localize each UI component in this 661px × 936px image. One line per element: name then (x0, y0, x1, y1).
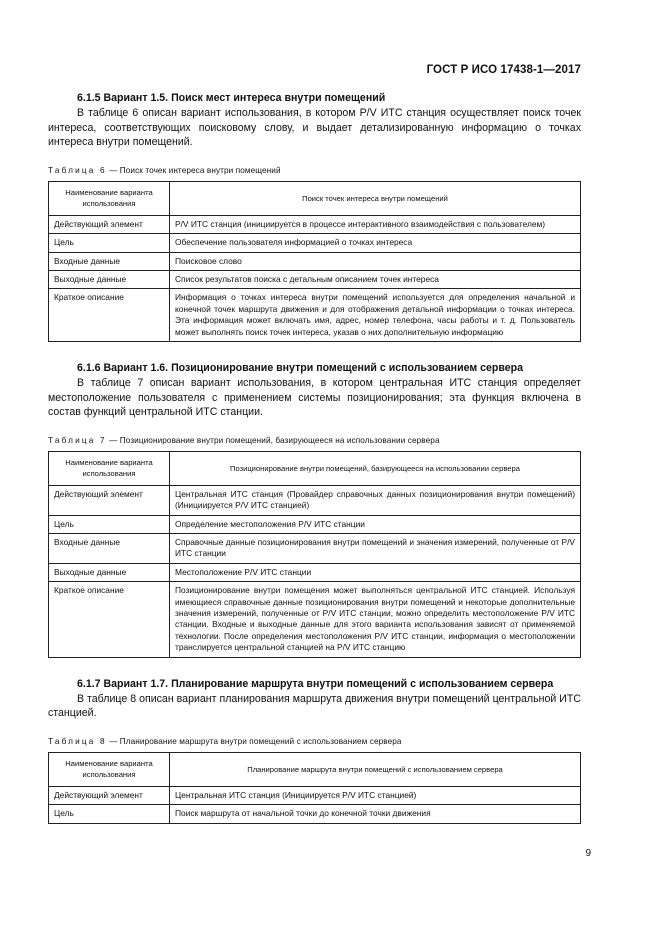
section-6-1-6 (48, 362, 581, 658)
table-row (49, 289, 581, 342)
row-label: Входные данные (49, 534, 170, 564)
table-caption (48, 166, 581, 175)
row-label: Действующий элемент (49, 786, 170, 804)
row-label: Выходные данные (49, 271, 170, 289)
table-header-row (49, 451, 581, 485)
section-heading: 6.1.6 Вариант 1.6. Позиционирование внутри помещений с использованием сервера (77, 362, 524, 375)
table-caption-text: — Планирование маршрута внутри помещений с использованием сервера (106, 736, 402, 746)
section-paragraph: В таблице 6 описан вариант использования, в котором Р/V ИТС станция осуществляет поиск точек интереса, соответствующих поисковому слову, и выдает детализированную информацию о точках интереса внутри помещений. (48, 107, 581, 149)
row-label: Действующий элемент (49, 485, 170, 515)
row-value: Поиск маршрута от начальной точки до конечной точки движения (170, 805, 581, 823)
row-value: Р/V ИТС станция (инициируется в процессе интерактивного взаимодействия с пользователем) (170, 215, 581, 233)
table-row (49, 252, 581, 270)
row-value: Информация о точках интереса внутри помещений используется для определения начальной и конечной точек маршрута движения и для отображения детальной информации о точках интереса. Эта информация может включать имя, адрес, номер телефона, часы работы и т. д. Пользователь может выполнять поиск точек интереса, указав о них дополнительную информацию (170, 289, 581, 342)
row-value: Определение местоположения Р/V ИТС станции (170, 515, 581, 533)
header-cell-left: Наименование варианта использования (49, 181, 170, 215)
page-body (48, 92, 581, 844)
table-caption (48, 436, 581, 445)
row-value: Список результатов поиска с детальным описанием точек интереса (170, 271, 581, 289)
row-value: Позиционирование внутри помещения может выполняться центральной ИТС станцией. Используя имеющиеся справочные данные позиционирования внутри помещений и некоторые дополнительные значения измерений, полученные от Р/V ИТС станции, можно определить местоположение Р/V ИТС станции. Входные и выходные данные для этого варианта использования зависят от применяемой технологии. После определения местоположения Р/V ИТС станции, информация о местоположении транслируется центральной станцией на Р/V ИТС станцию (170, 582, 581, 657)
page-number: 9 (585, 848, 591, 859)
header-cell-left: Наименование варианта использования (49, 752, 170, 786)
row-value: Центральная ИТС станция (Инициируется Р/V ИТС станцией) (170, 786, 581, 804)
table-caption-text: — Позиционирование внутри помещений, базирующееся на использовании сервера (106, 435, 440, 445)
document-header: ГОСТ Р ИСО 17438-1—2017 (426, 64, 581, 76)
table-caption-text: — Поиск точек интереса внутри помещений (106, 165, 281, 175)
row-label: Цель (49, 234, 170, 252)
table-row (49, 234, 581, 252)
header-cell-right: Планирование маршрута внутри помещений с использованием сервера (170, 752, 581, 786)
table-caption-prefix: Таблица 8 (48, 736, 107, 746)
row-label: Цель (49, 805, 170, 823)
row-value: Обеспечение пользователя информацией о точках интереса (170, 234, 581, 252)
table-row (49, 534, 581, 564)
table-row (49, 215, 581, 233)
table-row (49, 271, 581, 289)
table-caption-prefix: Таблица 6 (48, 165, 107, 175)
table-row (49, 563, 581, 581)
table-row (49, 805, 581, 823)
table-row (49, 485, 581, 515)
row-label: Цель (49, 515, 170, 533)
row-value: Поисковое слово (170, 252, 581, 270)
table-header-row (49, 752, 581, 786)
row-label: Выходные данные (49, 563, 170, 581)
header-cell-right: Позиционирование внутри помещений, базирующееся на использовании сервера (170, 451, 581, 485)
header-cell-left: Наименование варианта использования (49, 451, 170, 485)
table-row (49, 786, 581, 804)
header-cell-right: Поиск точек интереса внутри помещений (170, 181, 581, 215)
table-6 (48, 181, 581, 342)
table-caption-prefix: Таблица 7 (48, 435, 107, 445)
row-label: Краткое описание (49, 582, 170, 657)
table-8 (48, 752, 581, 824)
row-value: Местоположение Р/V ИТС станции (170, 563, 581, 581)
table-7 (48, 451, 581, 658)
table-row (49, 515, 581, 533)
table-row (49, 582, 581, 657)
section-heading: 6.1.7 Вариант 1.7. Планирование маршрута внутри помещений с использованием сервера (77, 677, 554, 690)
section-paragraph: В таблице 8 описан вариант планирования маршрута движения внутри помещений центральной ИТС станцией. (48, 692, 581, 720)
section-6-1-5 (48, 92, 581, 342)
section-6-1-7 (48, 678, 581, 824)
row-value: Справочные данные позиционирования внутри помещений и значения измерений, полученные от Р/V ИТС станции (170, 534, 581, 564)
row-value: Центральная ИТС станция (Провайдер справочных данных позиционирования внутри помещений) (Инициируется Р/V ИТС станцией) (170, 485, 581, 515)
table-header-row (49, 181, 581, 215)
section-heading: 6.1.5 Вариант 1.5. Поиск мест интереса внутри помещений (77, 92, 386, 104)
row-label: Действующий элемент (49, 215, 170, 233)
row-label: Входные данные (49, 252, 170, 270)
section-paragraph: В таблице 7 описан вариант использования, в котором центральная ИТС станция определяет местоположение пользователя с применением системы позиционирования; эта функция включена в состав функций центральной ИТС станции. (48, 377, 581, 419)
table-caption (48, 737, 581, 746)
row-label: Краткое описание (49, 289, 170, 342)
